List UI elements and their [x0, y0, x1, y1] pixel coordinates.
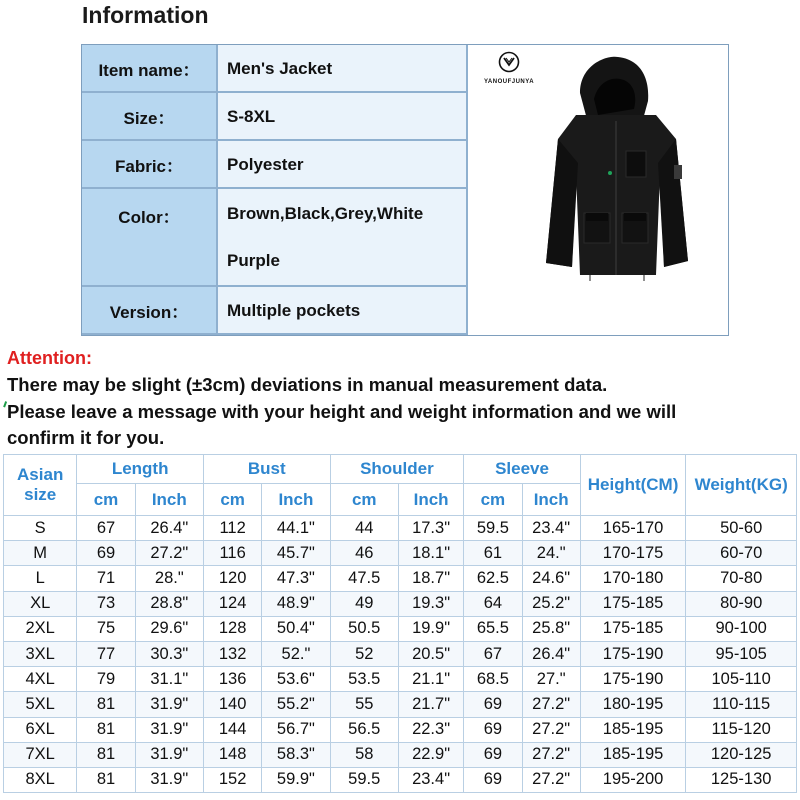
- table-cell: 56.5: [330, 717, 398, 742]
- table-cell: 31.9": [135, 767, 203, 792]
- info-value-text: Men's Jacket: [227, 58, 333, 78]
- table-cell: 81: [77, 717, 135, 742]
- info-value: [218, 141, 468, 189]
- table-cell: 27.": [522, 667, 580, 692]
- size-cell: 4XL: [4, 667, 77, 692]
- table-cell: 59.9": [262, 767, 330, 792]
- table-cell: 140: [203, 692, 261, 717]
- table-cell: 70-80: [686, 566, 797, 591]
- table-cell: 23.4": [522, 516, 580, 541]
- unit-header: cm: [203, 484, 261, 516]
- info-row-item-name: [82, 45, 468, 93]
- table-cell: 31.9": [135, 742, 203, 767]
- info-value: [218, 189, 468, 287]
- unit-header: cm: [464, 484, 522, 516]
- table-cell: 44: [330, 516, 398, 541]
- table-cell: 180-195: [580, 692, 686, 717]
- size-cell: 2XL: [4, 616, 77, 641]
- table-cell: 67: [77, 516, 135, 541]
- info-value-text: Purple: [227, 251, 280, 270]
- table-cell: 152: [203, 767, 261, 792]
- table-row: [4, 641, 797, 666]
- jacket-image: [510, 53, 710, 283]
- table-cell: 69: [464, 717, 522, 742]
- table-cell: 64: [464, 591, 522, 616]
- table-row: [4, 667, 797, 692]
- asian-size-header: [4, 455, 77, 516]
- info-row-color: [82, 189, 468, 287]
- length-header: Length: [77, 455, 204, 484]
- info-value: [218, 45, 468, 93]
- notice-line-1: There may be slight (±3cm) deviations in manual measurement data.: [7, 374, 608, 395]
- asian-size-header-line: size: [24, 485, 57, 504]
- table-cell: 18.7": [398, 566, 463, 591]
- size-cell: 8XL: [4, 767, 77, 792]
- table-cell: 50-60: [686, 516, 797, 541]
- table-cell: 31.1": [135, 667, 203, 692]
- notice-line-3: confirm it for you.: [7, 427, 165, 448]
- unit-header: Inch: [398, 484, 463, 516]
- table-cell: 77: [77, 641, 135, 666]
- table-cell: 17.3": [398, 516, 463, 541]
- size-chart-table: [3, 454, 797, 793]
- table-row: [4, 541, 797, 566]
- table-cell: 69: [77, 541, 135, 566]
- table-cell: 105-110: [686, 667, 797, 692]
- table-cell: 27.2": [522, 742, 580, 767]
- table-cell: 90-100: [686, 616, 797, 641]
- table-cell: 53.6": [262, 667, 330, 692]
- table-row: [4, 616, 797, 641]
- table-row: [4, 717, 797, 742]
- table-row: [4, 516, 797, 541]
- table-cell: 148: [203, 742, 261, 767]
- info-label: Fabric：: [82, 141, 218, 189]
- table-cell: 58.3": [262, 742, 330, 767]
- table-cell: 27.2": [522, 717, 580, 742]
- table-cell: 136: [203, 667, 261, 692]
- table-cell: 26.4": [522, 641, 580, 666]
- table-cell: 18.1": [398, 541, 463, 566]
- table-cell: 19.9": [398, 616, 463, 641]
- table-cell: 81: [77, 692, 135, 717]
- product-photo: [470, 45, 728, 335]
- info-row-size: [82, 93, 468, 141]
- table-cell: 170-175: [580, 541, 686, 566]
- table-cell: 30.3": [135, 641, 203, 666]
- table-cell: 55.2": [262, 692, 330, 717]
- info-label: Item name：: [82, 45, 218, 93]
- info-value: [218, 287, 468, 335]
- table-cell: 116: [203, 541, 261, 566]
- table-cell: 50.4": [262, 616, 330, 641]
- table-cell: 144: [203, 717, 261, 742]
- size-chart-body: [4, 516, 797, 793]
- info-value-text: Polyester: [227, 154, 304, 174]
- table-cell: 49: [330, 591, 398, 616]
- table-cell: 53.5: [330, 667, 398, 692]
- info-label: Color：: [82, 189, 218, 287]
- brand-name: YANOUFJUNYA: [483, 79, 535, 85]
- size-cell: 6XL: [4, 717, 77, 742]
- table-cell: 71: [77, 566, 135, 591]
- table-cell: 69: [464, 742, 522, 767]
- table-cell: 120: [203, 566, 261, 591]
- unit-header: cm: [330, 484, 398, 516]
- table-cell: 29.6": [135, 616, 203, 641]
- table-cell: 52: [330, 641, 398, 666]
- table-cell: 80-90: [686, 591, 797, 616]
- size-cell: 7XL: [4, 742, 77, 767]
- info-value-text: Brown,Black,Grey,White: [227, 204, 424, 223]
- table-cell: 45.7": [262, 541, 330, 566]
- size-cell: 3XL: [4, 641, 77, 666]
- table-cell: 79: [77, 667, 135, 692]
- table-cell: 68.5: [464, 667, 522, 692]
- table-cell: 22.3": [398, 717, 463, 742]
- table-cell: 62.5: [464, 566, 522, 591]
- table-cell: 61: [464, 541, 522, 566]
- table-cell: 67: [464, 641, 522, 666]
- table-cell: 23.4": [398, 767, 463, 792]
- table-cell: 20.5": [398, 641, 463, 666]
- table-cell: 58: [330, 742, 398, 767]
- table-cell: 48.9": [262, 591, 330, 616]
- table-cell: 21.1": [398, 667, 463, 692]
- table-row: [4, 566, 797, 591]
- table-cell: 175-185: [580, 591, 686, 616]
- info-label: Version：: [82, 287, 218, 335]
- size-cell: 5XL: [4, 692, 77, 717]
- table-cell: 60-70: [686, 541, 797, 566]
- asian-size-header-line: Asian: [17, 465, 64, 484]
- unit-header: cm: [77, 484, 135, 516]
- table-cell: 120-125: [686, 742, 797, 767]
- weight-header: Weight(KG): [686, 455, 797, 516]
- table-cell: 170-180: [580, 566, 686, 591]
- table-row: [4, 767, 797, 792]
- table-cell: 132: [203, 641, 261, 666]
- notice-line-2: Please leave a message with your height and weight information and we will: [7, 401, 677, 422]
- table-cell: 175-190: [580, 641, 686, 666]
- table-cell: 165-170: [580, 516, 686, 541]
- table-cell: 115-120: [686, 717, 797, 742]
- table-cell: 46: [330, 541, 398, 566]
- table-cell: 185-195: [580, 717, 686, 742]
- size-chart-header-row: [4, 455, 797, 484]
- table-cell: 185-195: [580, 742, 686, 767]
- info-label: Size：: [82, 93, 218, 141]
- table-row: [4, 692, 797, 717]
- size-cell: L: [4, 566, 77, 591]
- table-cell: 28.": [135, 566, 203, 591]
- shoulder-header: Shoulder: [330, 455, 464, 484]
- table-cell: 81: [77, 767, 135, 792]
- table-cell: 175-190: [580, 667, 686, 692]
- table-cell: 95-105: [686, 641, 797, 666]
- table-row: [4, 742, 797, 767]
- table-cell: 26.4": [135, 516, 203, 541]
- table-cell: 59.5: [330, 767, 398, 792]
- table-cell: 24.6": [522, 566, 580, 591]
- table-cell: 128: [203, 616, 261, 641]
- table-cell: 25.2": [522, 591, 580, 616]
- unit-header: Inch: [135, 484, 203, 516]
- table-row: [4, 591, 797, 616]
- table-cell: 50.5: [330, 616, 398, 641]
- table-cell: 22.9": [398, 742, 463, 767]
- info-value-text: S-8XL: [227, 106, 276, 126]
- table-cell: 110-115: [686, 692, 797, 717]
- page-title: Information: [82, 2, 209, 28]
- table-cell: 112: [203, 516, 261, 541]
- table-cell: 56.7": [262, 717, 330, 742]
- info-value: [218, 93, 468, 141]
- size-cell: S: [4, 516, 77, 541]
- table-cell: 31.9": [135, 692, 203, 717]
- table-cell: 31.9": [135, 717, 203, 742]
- unit-header: Inch: [522, 484, 580, 516]
- table-cell: 19.3": [398, 591, 463, 616]
- table-cell: 44.1": [262, 516, 330, 541]
- info-row-version: [82, 287, 468, 335]
- table-cell: 27.2": [135, 541, 203, 566]
- product-info-table: [81, 44, 729, 336]
- table-cell: 81: [77, 742, 135, 767]
- sleeve-header: Sleeve: [464, 455, 581, 484]
- table-cell: 28.8": [135, 591, 203, 616]
- table-cell: 125-130: [686, 767, 797, 792]
- size-cell: M: [4, 541, 77, 566]
- table-cell: 21.7": [398, 692, 463, 717]
- table-cell: 59.5: [464, 516, 522, 541]
- size-cell: XL: [4, 591, 77, 616]
- info-value-text: Multiple pockets: [227, 300, 361, 320]
- attention-heading: Attention:: [7, 348, 92, 368]
- table-cell: 47.5: [330, 566, 398, 591]
- table-cell: 47.3": [262, 566, 330, 591]
- table-cell: 69: [464, 767, 522, 792]
- table-cell: 195-200: [580, 767, 686, 792]
- unit-header: Inch: [262, 484, 330, 516]
- table-cell: 65.5: [464, 616, 522, 641]
- info-row-fabric: [82, 141, 468, 189]
- table-cell: 27.2": [522, 692, 580, 717]
- height-header: Height(CM): [580, 455, 686, 516]
- table-cell: 175-185: [580, 616, 686, 641]
- table-cell: 27.2": [522, 767, 580, 792]
- table-cell: 24.": [522, 541, 580, 566]
- table-cell: 124: [203, 591, 261, 616]
- table-cell: 55: [330, 692, 398, 717]
- table-cell: 25.8": [522, 616, 580, 641]
- table-cell: 73: [77, 591, 135, 616]
- table-cell: 75: [77, 616, 135, 641]
- table-cell: 52.": [262, 641, 330, 666]
- table-cell: 69: [464, 692, 522, 717]
- bust-header: Bust: [203, 455, 330, 484]
